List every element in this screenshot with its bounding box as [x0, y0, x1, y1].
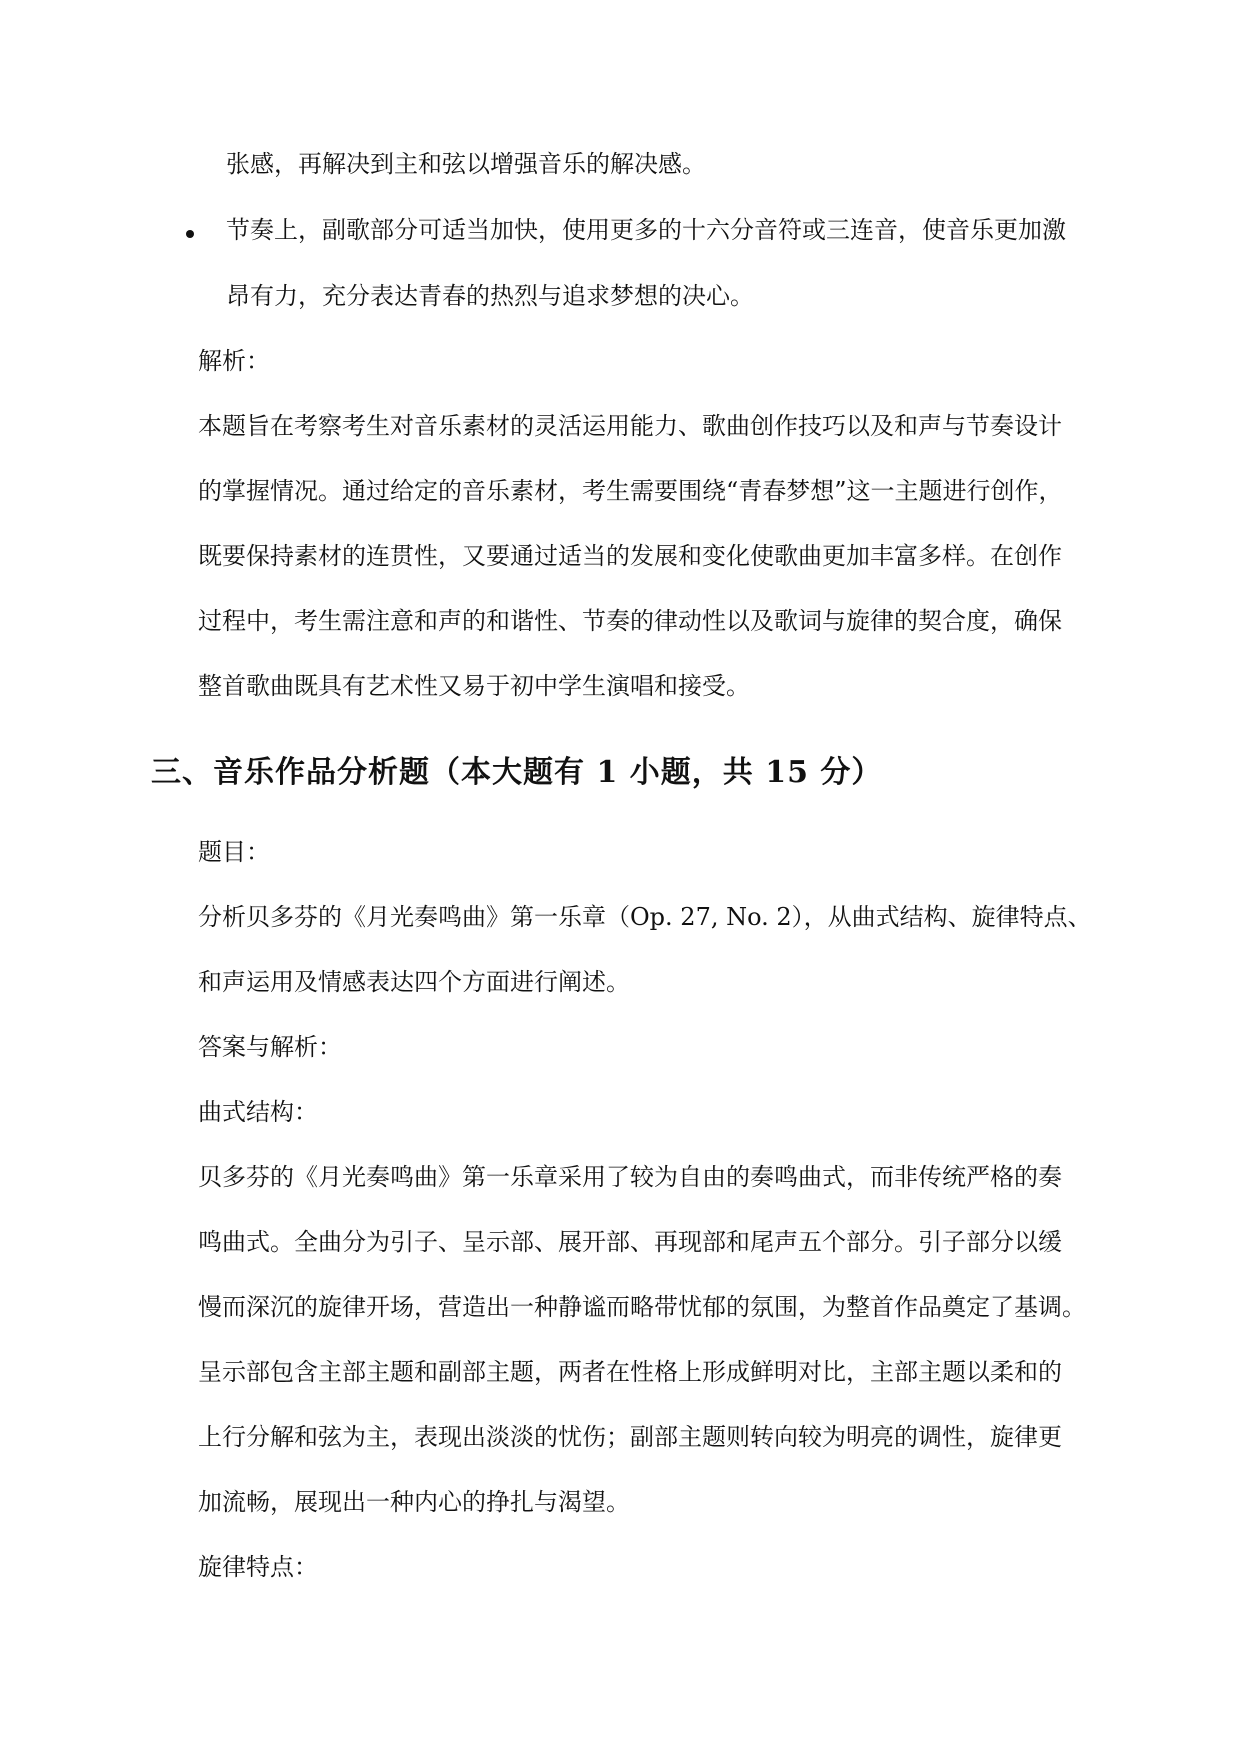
analysis-paragraph-line-1: 本题旨在考察考生对音乐素材的灵活运用能力、歌曲创作技巧以及和声与节奏设计: [198, 412, 1062, 440]
bullet-rhythm-line-1: 节奏上，副歌部分可适当加快，使用更多的十六分音符或三连音，使音乐更加激: [226, 216, 1066, 244]
analysis-paragraph-line-2: 的掌握情况。通过给定的音乐素材，考生需要围绕“青春梦想”这一主题进行创作，: [198, 477, 1063, 505]
bullet-dot-icon: [186, 230, 194, 238]
bullet-rhythm-line-2: 昂有力，充分表达青春的热烈与追求梦想的决心。: [226, 282, 754, 310]
melody-label: 旋律特点：: [198, 1553, 318, 1581]
bullet-continuation-line: 张感，再解决到主和弦以增强音乐的解决感。: [226, 150, 706, 178]
form-paragraph-line-6: 加流畅，展现出一种内心的挣扎与渴望。: [198, 1488, 630, 1516]
form-paragraph-line-5: 上行分解和弦为主，表现出淡淡的忧伤；副部主题则转向较为明亮的调性，旋律更: [198, 1423, 1062, 1451]
analysis-paragraph-line-4: 过程中，考生需注意和声的和谐性、节奏的律动性以及歌词与旋律的契合度，确保: [198, 607, 1062, 635]
question-label: 题目：: [198, 838, 270, 866]
form-paragraph-line-3: 慢而深沉的旋律开场，营造出一种静谧而略带忧郁的氛围，为整首作品奠定了基调。: [198, 1293, 1086, 1321]
analysis-paragraph-line-5: 整首歌曲既具有艺术性又易于初中学生演唱和接受。: [198, 672, 750, 700]
answer-label: 答案与解析：: [198, 1033, 342, 1061]
question-line-2: 和声运用及情感表达四个方面进行阐述。: [198, 968, 630, 996]
form-label: 曲式结构：: [198, 1098, 318, 1126]
analysis-label: 解析：: [198, 347, 270, 375]
analysis-paragraph-line-3: 既要保持素材的连贯性，又要通过适当的发展和变化使歌曲更加丰富多样。在创作: [198, 542, 1062, 570]
section-heading: 三、音乐作品分析题（本大题有 1 小题，共 15 分）: [151, 755, 883, 790]
form-paragraph-line-2: 鸣曲式。全曲分为引子、呈示部、展开部、再现部和尾声五个部分。引子部分以缓: [198, 1228, 1062, 1256]
question-line-1: 分析贝多芬的《月光奏鸣曲》第一乐章（Op. 27, No. 2），从曲式结构、旋律特点、: [198, 903, 1092, 931]
form-paragraph-line-4: 呈示部包含主部主题和副部主题，两者在性格上形成鲜明对比，主部主题以柔和的: [198, 1358, 1062, 1386]
form-paragraph-line-1: 贝多芬的《月光奏鸣曲》第一乐章采用了较为自由的奏鸣曲式，而非传统严格的奏: [198, 1163, 1062, 1191]
